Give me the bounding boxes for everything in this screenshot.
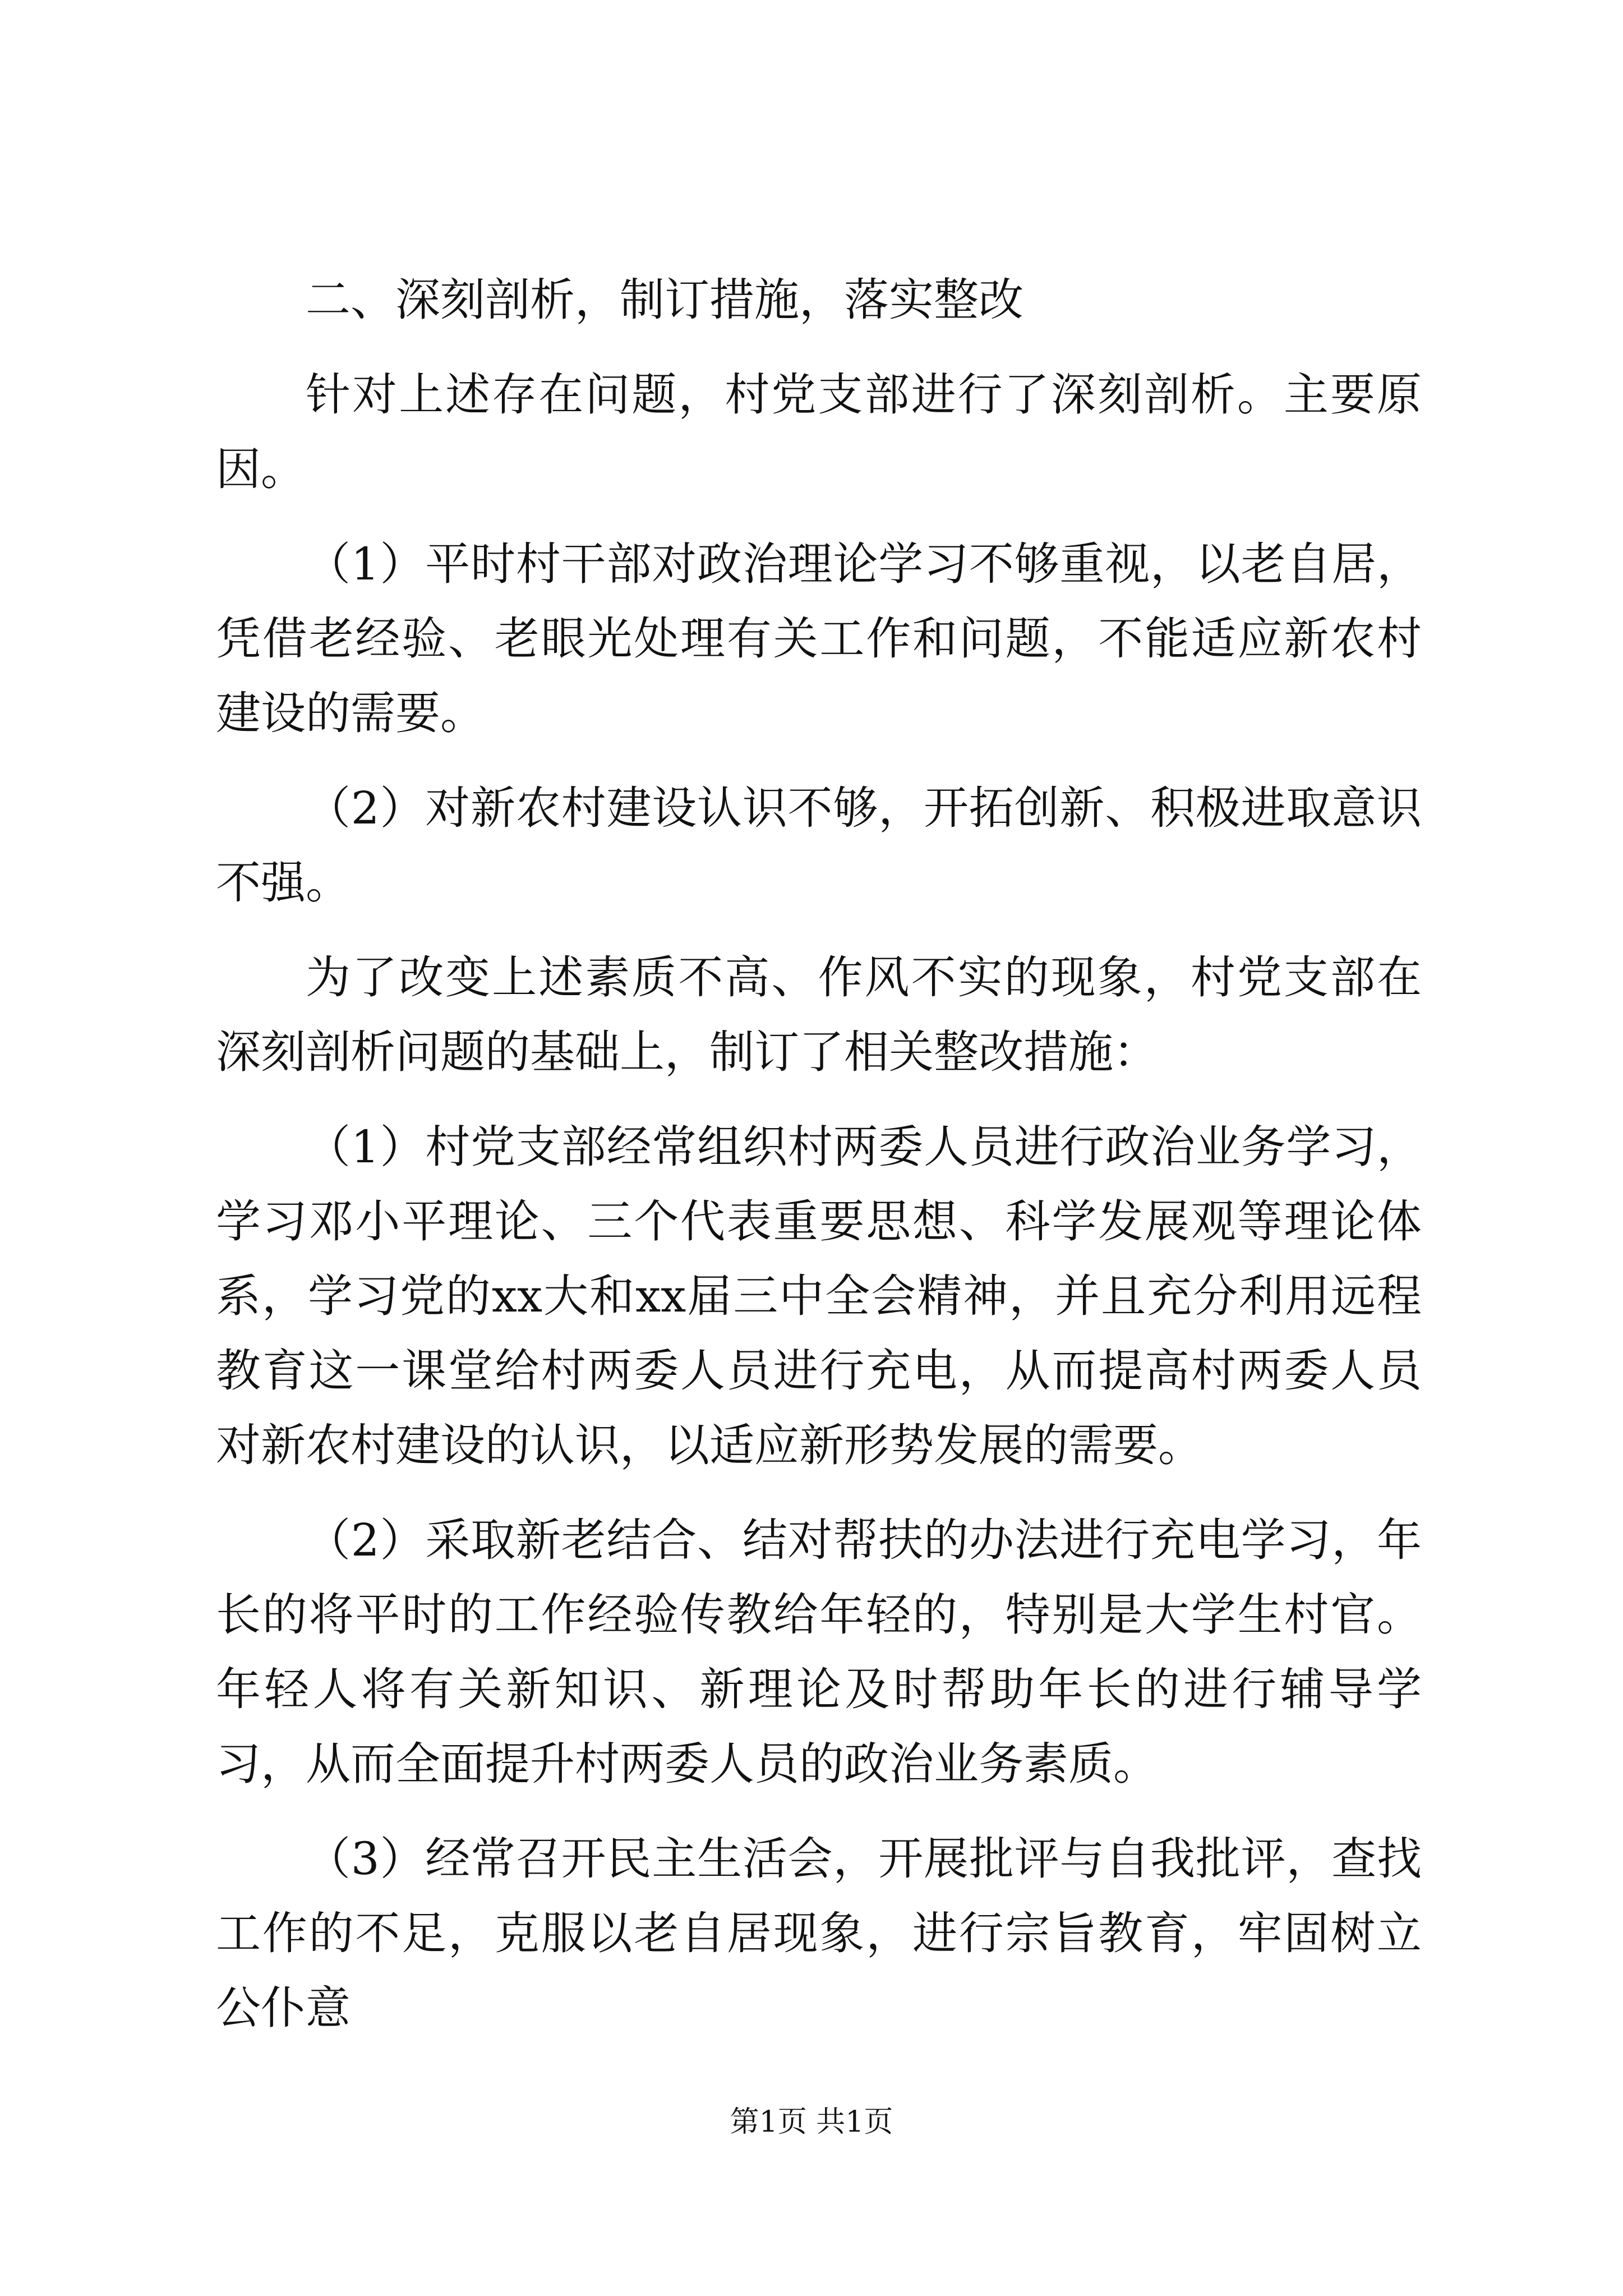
paragraph-cause-1: （1）平时村干部对政治理论学习不够重视，以老自居，凭借老经验、老眼光处理有关工作和问题，不能适应新农村建设的需要。 — [216, 538, 1422, 739]
section-heading: 二、深刻剖析，制订措施，落实整改 — [306, 274, 1023, 326]
paragraph-measure-1: （1）村党支部经常组织村两委人员进行政治业务学习，学习邓小平理论、三个代表重要思想、科学发展观等理论体系，学习党的xx大和xx届三中全会精神，并且充分利用远程教育这一课堂给村两委人员进行充电，从而提高村两委人员对新农村建设的认识，以适应新形势发展的需要。 — [216, 1121, 1422, 1471]
paragraph-measure-2: （2）采取新老结合、结对帮扶的办法进行充电学习，年长的将平时的工作经验传教给年轻的，特别是大学生村官。年轻人将有关新知识、新理论及时帮助年长的进行辅导学习，从而全面提升村两委人员的政治业务素质。 — [216, 1514, 1422, 1790]
paragraph-measures-intro: 为了改变上述素质不高、作风不实的现象，村党支部在深刻剖析问题的基础上，制订了相关整改措施： — [216, 951, 1422, 1078]
paragraph-cause-2: （2）对新农村建设认识不够，开拓创新、积极进取意识不强。 — [216, 782, 1422, 909]
document-body — [216, 263, 1422, 2045]
page-footer: 第1页 共1页 — [730, 2105, 893, 2139]
paragraph-measure-3: （3）经常召开民主生活会，开展批评与自我批评，查找工作的不足，克服以老自居现象，进行宗旨教育，牢固树立公仆意 — [216, 1833, 1422, 2034]
paragraph-intro: 针对上述存在问题，村党支部进行了深刻剖析。主要原因。 — [216, 369, 1422, 495]
